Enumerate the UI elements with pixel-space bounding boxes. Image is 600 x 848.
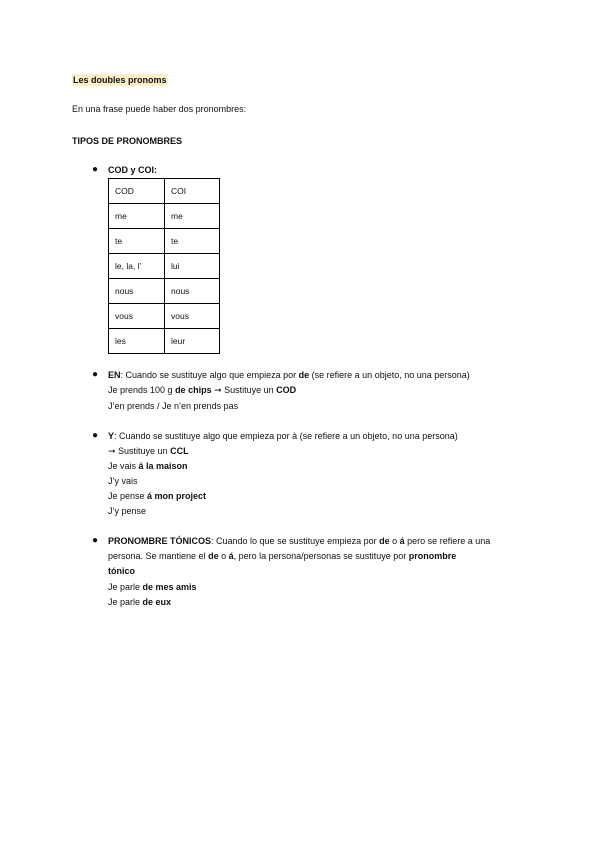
text-span: Je pense	[108, 491, 148, 501]
text-span: (se refiere a un objeto, no una persona)	[309, 370, 470, 380]
title-highlight: Les doubles pronoms	[73, 75, 167, 85]
text-span: persona. Se mantiene el	[108, 551, 209, 561]
table-cell: te	[109, 229, 165, 254]
text-span: Je vais	[108, 461, 139, 471]
text-span: á	[399, 536, 405, 546]
text-span: , pero la persona/personas se sustituye por	[233, 551, 409, 561]
tonicos-description	[108, 536, 490, 547]
table-cell: nous	[165, 279, 220, 304]
text-span: pero se refiere a una	[404, 536, 491, 546]
bullet-dot: ●	[92, 430, 99, 441]
text-span: : Cuando lo que se sustituye empieza por	[211, 536, 380, 546]
tonicos-example-1	[108, 582, 197, 593]
en-example-2: J’en prends / Je n’en prends pas	[108, 401, 239, 411]
table-row	[109, 304, 220, 329]
tonicos-description-3: tónico	[108, 566, 135, 576]
text-span: o	[218, 551, 229, 561]
text-span: de	[298, 370, 310, 380]
section-heading: TIPOS DE PRONOMBRES	[72, 136, 183, 146]
y-example-2: J’y vais	[108, 476, 138, 486]
y-label: Y	[108, 431, 115, 441]
cod-coi-label: COD y COI:	[108, 165, 158, 175]
table-cell: nous	[109, 279, 165, 304]
pronoun-table	[108, 178, 220, 354]
text-span: : Cuando se sustituye algo que empieza por	[120, 370, 299, 380]
y-example-3	[108, 491, 206, 502]
table-cell: lui	[165, 254, 220, 279]
text-span: pronombre	[408, 551, 457, 561]
table-header-cell: COD	[109, 179, 165, 204]
page-title	[72, 75, 168, 85]
table-cell: me	[165, 204, 220, 229]
y-example-1	[108, 461, 188, 472]
tonicos-label: PRONOMBRE TÓNICOS	[108, 536, 212, 546]
table-row	[109, 254, 220, 279]
table-row	[109, 204, 220, 229]
table-header-cell: COI	[165, 179, 220, 204]
text-span: COD	[276, 385, 297, 395]
text-span: á	[228, 551, 234, 561]
text-span: de	[379, 536, 390, 546]
text-span: á mon project	[147, 491, 207, 501]
text-span: de eux	[142, 597, 172, 607]
text-span: Je parle	[108, 597, 143, 607]
en-description	[108, 370, 470, 381]
tonicos-example-2	[108, 597, 171, 608]
y-description	[108, 431, 458, 442]
tonicos-description-2	[108, 551, 456, 562]
table-cell: les	[109, 329, 165, 354]
table-cell: le, la, l’	[109, 254, 165, 279]
en-example-1	[108, 385, 296, 396]
bullet-dot: ●	[92, 535, 99, 546]
bullet-dot: ●	[92, 369, 99, 380]
text-span: á la maison	[138, 461, 188, 471]
text-span: de	[208, 551, 219, 561]
table-row	[109, 179, 220, 204]
text-span: Je parle	[108, 582, 143, 592]
intro-text: En una frase puede haber dos pronombres:	[72, 104, 247, 114]
table-row	[109, 329, 220, 354]
text-span: o	[389, 536, 400, 546]
en-label: EN	[108, 370, 121, 380]
text-span: ➞ Sustituye un	[108, 446, 171, 456]
text-span: ➞ Sustituye un	[211, 385, 277, 395]
table-cell: vous	[165, 304, 220, 329]
table-cell: vous	[109, 304, 165, 329]
y-description-2	[108, 446, 189, 457]
text-span: de mes amis	[142, 582, 197, 592]
table-cell: me	[109, 204, 165, 229]
text-span: Je prends 100 g	[108, 385, 176, 395]
text-span: : Cuando se sustituye algo que empieza por à (se refiere a un objeto, no una persona)	[114, 431, 458, 441]
text-span: CCL	[170, 446, 189, 456]
table-row	[109, 279, 220, 304]
table-row	[109, 229, 220, 254]
table-cell: te	[165, 229, 220, 254]
y-example-4: J’y pense	[108, 506, 147, 516]
bullet-dot: ●	[92, 164, 99, 175]
text-span: de chips	[175, 385, 212, 395]
table-cell: leur	[165, 329, 220, 354]
